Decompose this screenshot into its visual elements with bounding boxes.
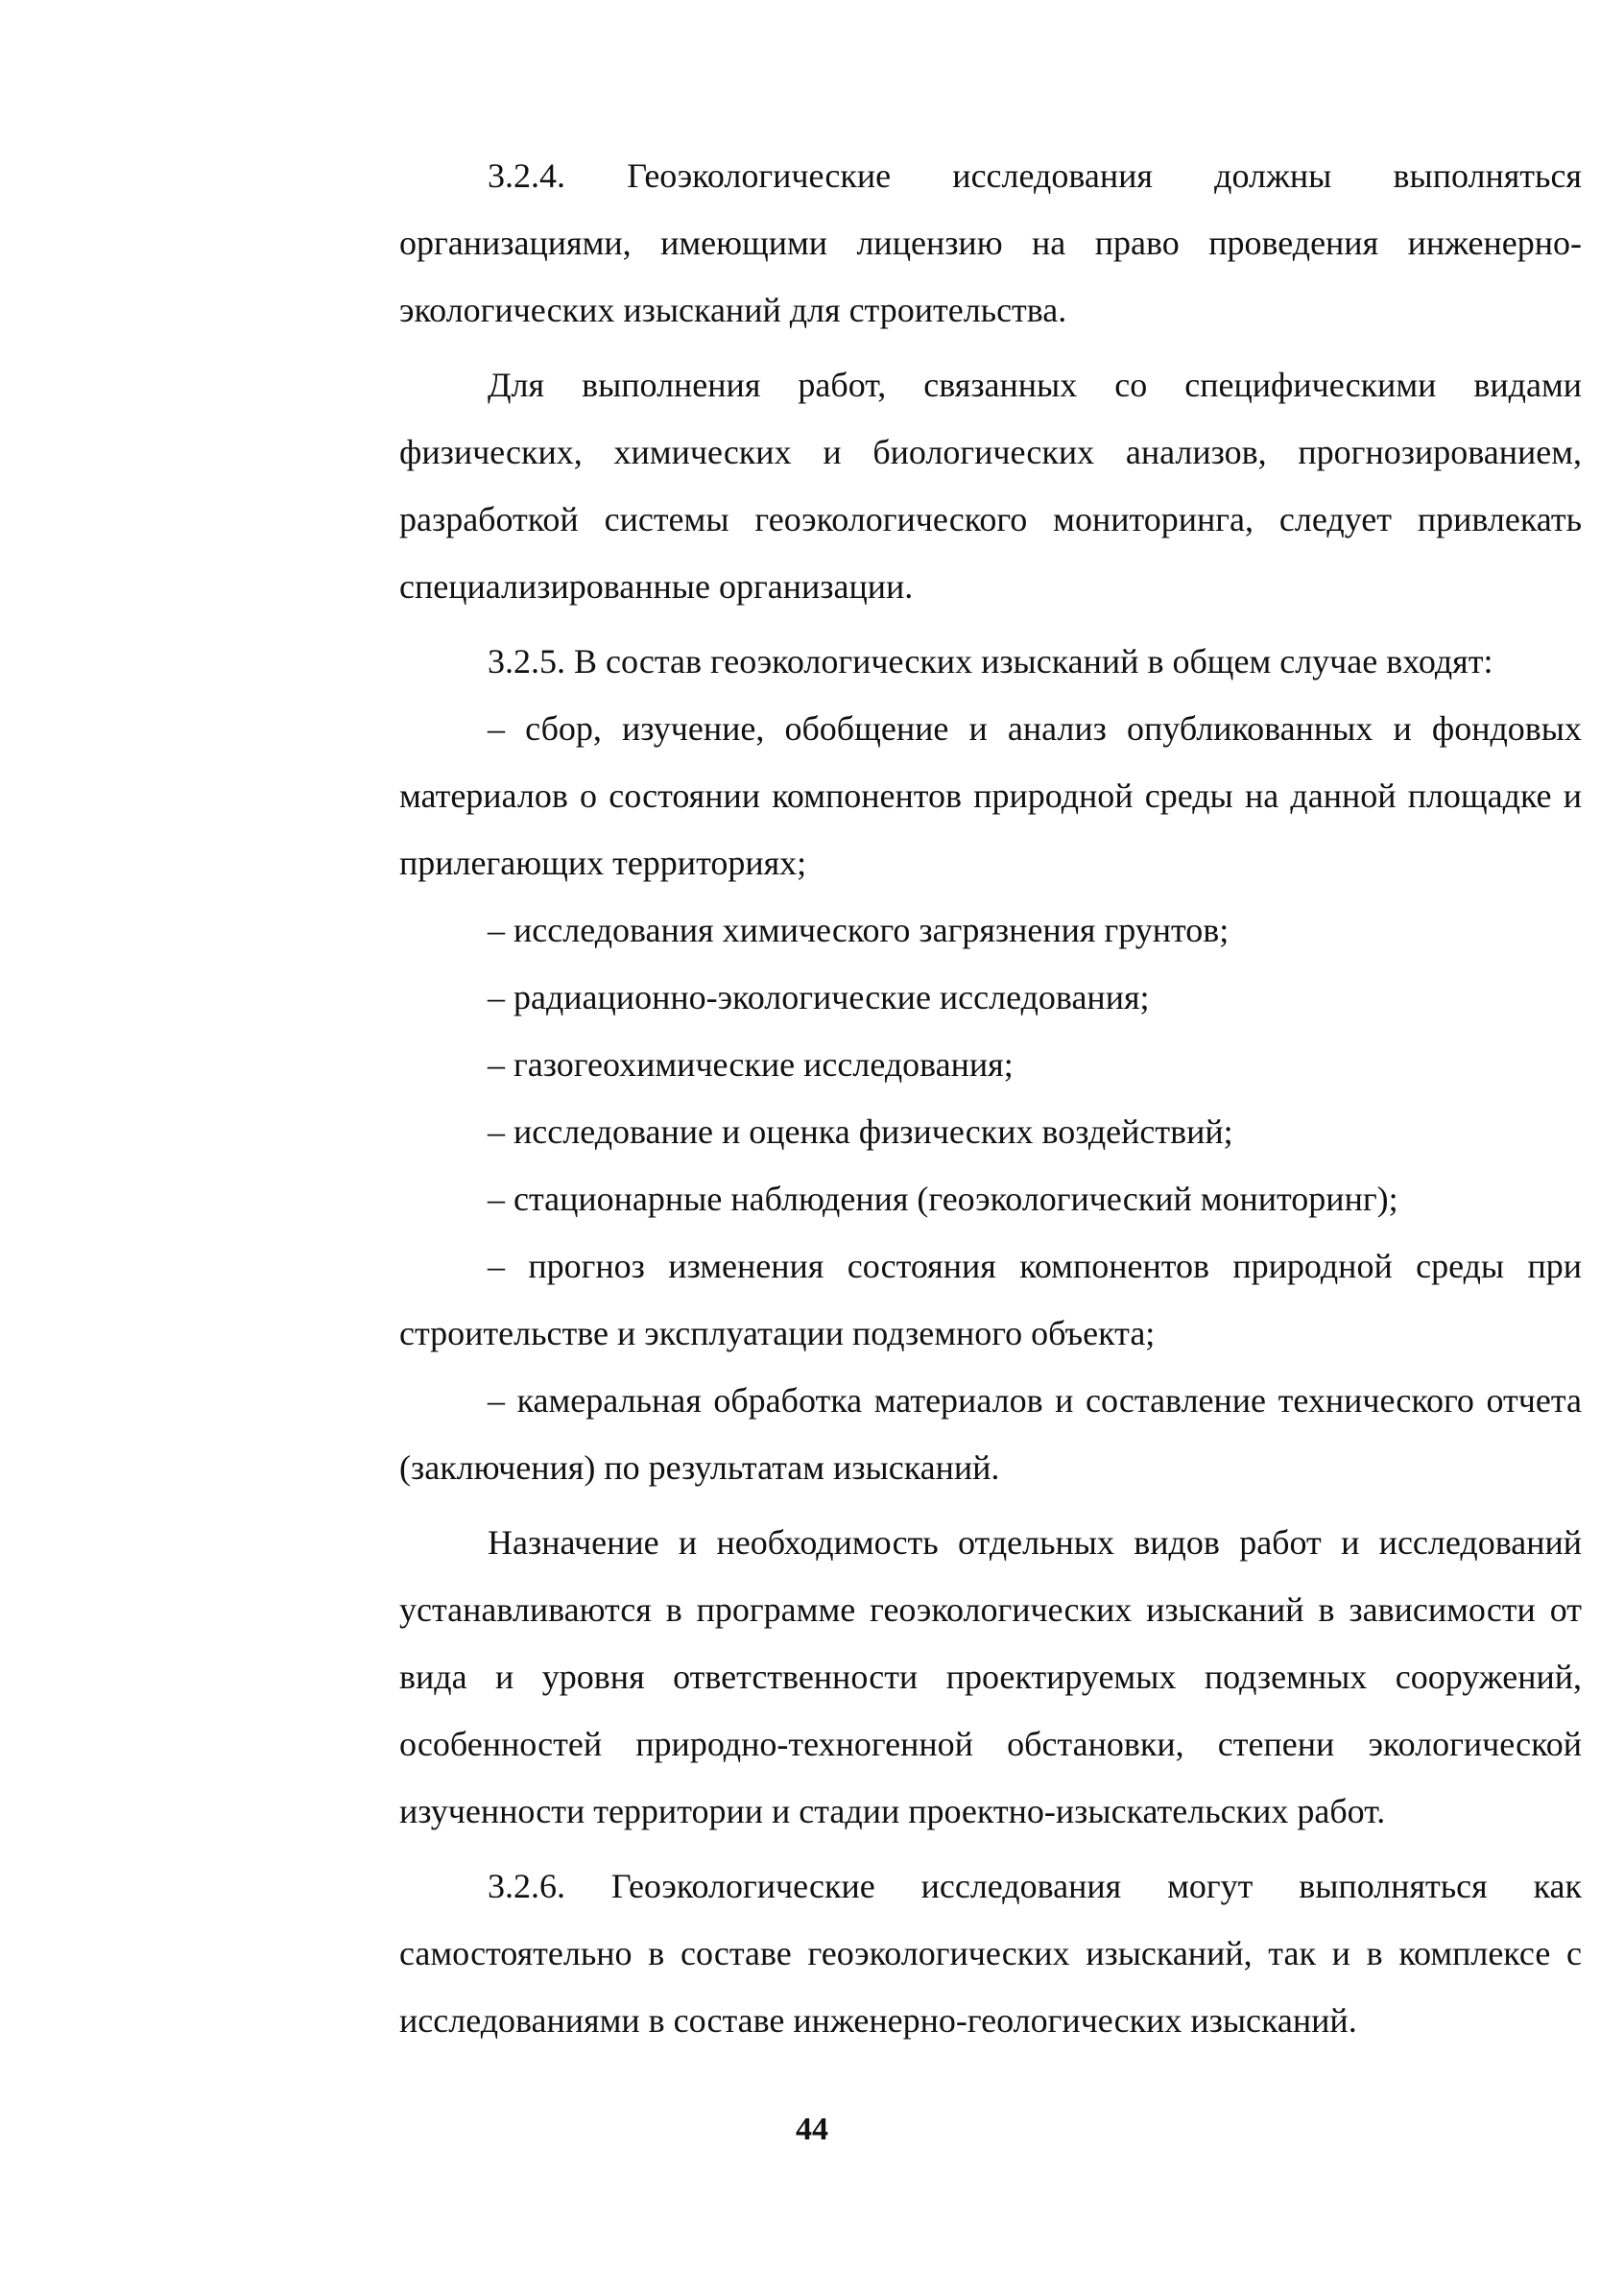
paragraph-specialized-organizations: Для выполнения работ, связанных со специфическими видами физических, химических и биологических анализов, прогнозированием, разработкой системы геоэкологического мониторинга, следует привлекать специализированные организации. [399,366,1582,606]
paragraph-work-purpose: Назначение и необходимость отдельных видов работ и исследований устанавливаются в программе геоэкологических изысканий в зависимости от вида и уровня ответственности проектируемых подземных сооружений, особенностей природно-техногенной обстановки, степени экологической изученности территории и стадии проектно-изыскательских работ. [399,1523,1582,1830]
list-item: – газогеохимические исследования; [488,1045,1014,1084]
paragraph-3-2-5: 3.2.5. В состав геоэкологических изысканий в общем случае входят: [488,642,1493,681]
paragraph-3-2-6: 3.2.6. Геоэкологические исследования могут выполняться как самостоятельно в составе геоэкологических изысканий, так и в комплексе с исследованиями в составе инженерно-геологических изысканий. [399,1867,1582,2040]
list-item: – исследования химического загрязнения грунтов; [488,911,1230,949]
body-text [399,142,1582,2062]
list-item: – радиационно-экологические исследования; [488,978,1150,1016]
list-item: – камеральная обработка материалов и составление технического отчета (заключения) по результатам изысканий. [399,1381,1582,1487]
page-number: 44 [796,2112,828,2147]
paragraph-3-2-4: 3.2.4. Геоэкологические исследования должны выполняться организациями, имеющими лицензию на право проведения инженерно-экологических изысканий для строительства. [399,156,1582,329]
list-item: – сбор, изучение, обобщение и анализ опубликованных и фондовых материалов о состоянии компонентов природной среды на данной площадке и прилегающих территориях; [399,709,1582,882]
list-item: – исследование и оценка физических воздействий; [488,1112,1233,1151]
list-item: – стационарные наблюдения (геоэкологический мониторинг); [488,1180,1398,1218]
list-item: – прогноз изменения состояния компонентов природной среды при строительстве и эксплуатации подземного объекта; [399,1247,1582,1352]
